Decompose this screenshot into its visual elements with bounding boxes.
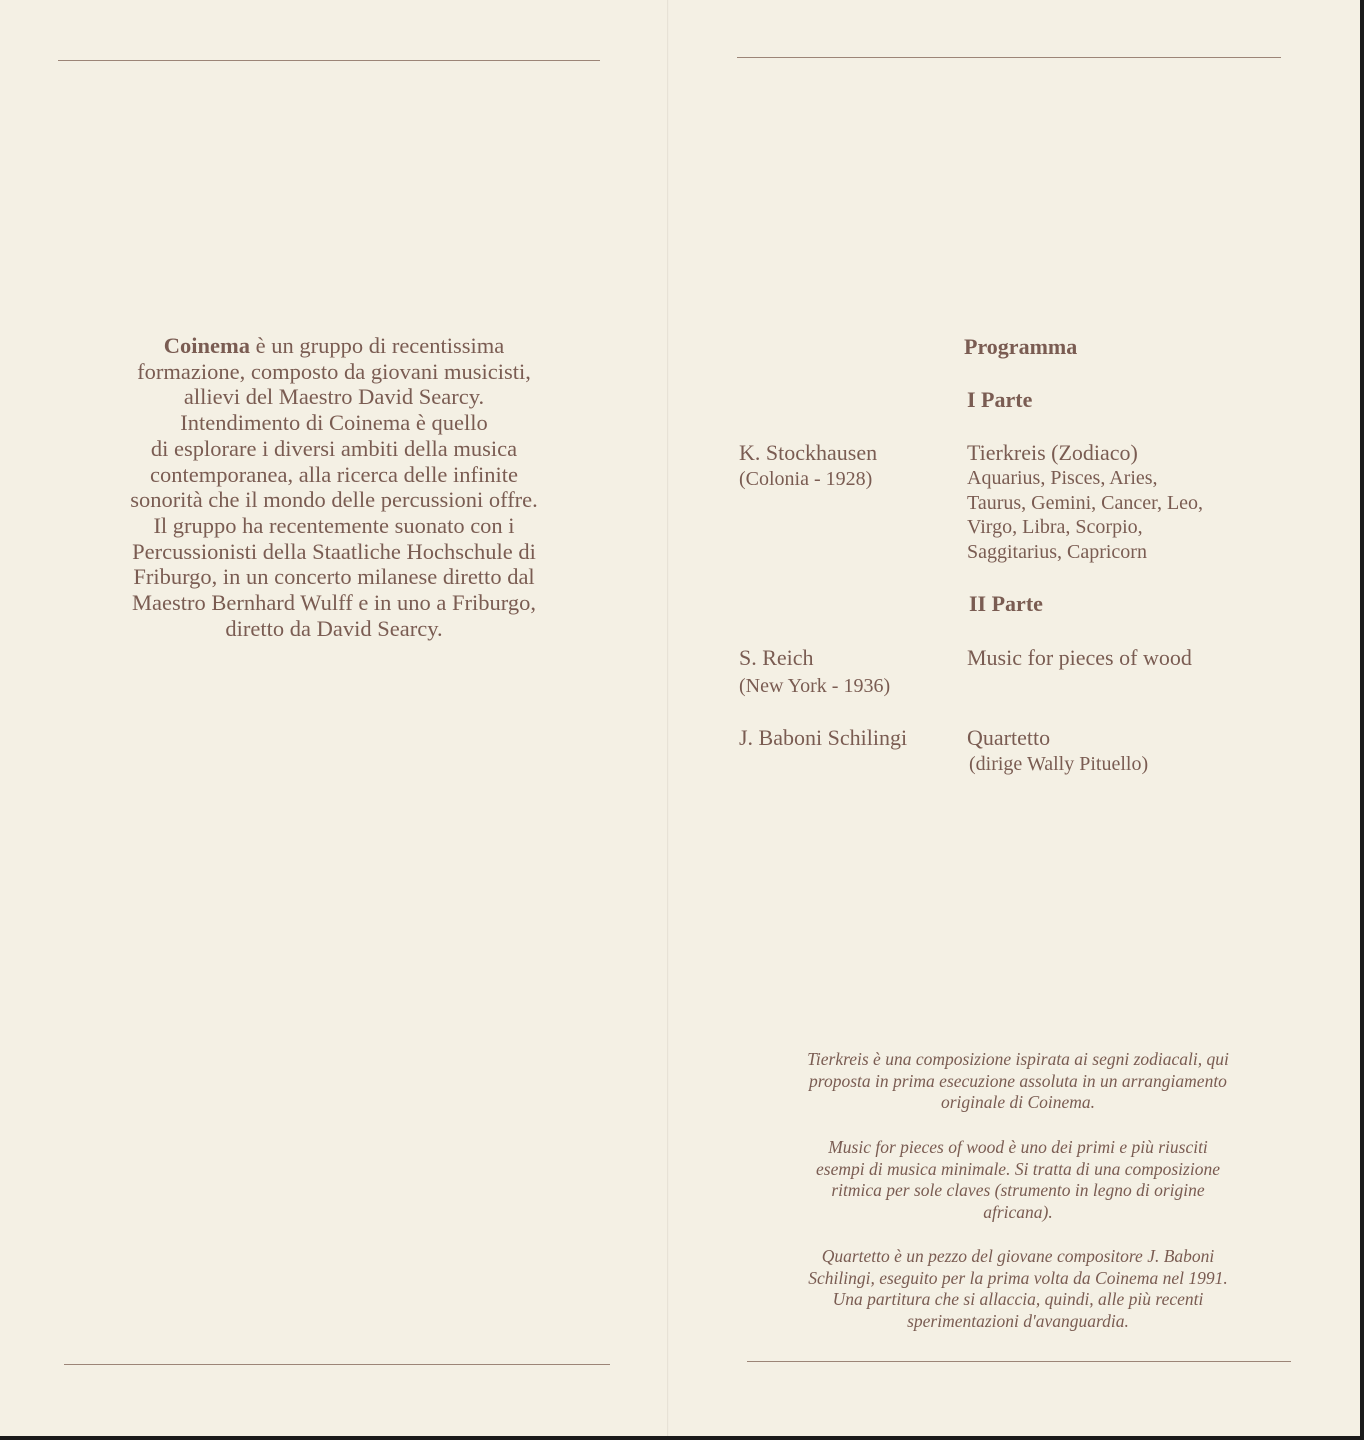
- intro-line: allievi del Maestro David Searcy.: [183, 384, 485, 410]
- intro-line: Maestro Bernhard Wulff e in uno a Friburgo,: [131, 590, 537, 616]
- note-line: Tierkreis è una composizione ispirata ai segni zodiacali, qui: [807, 1049, 1229, 1069]
- intro-line: Percussionisti della Staatliche Hochschule di: [132, 538, 536, 564]
- note-line: Schilingi, eseguito per la prima volta da Coinema nel 1991.: [808, 1267, 1228, 1288]
- note-line: ritmica per sole claves (strumento in legno di origine: [831, 1180, 1205, 1200]
- work-detail-line: Aquarius, Pisces, Aries,: [967, 467, 1158, 489]
- composer-name: J. Baboni Schilingi: [739, 725, 908, 750]
- intro-line: diretto da David Searcy.: [225, 615, 443, 641]
- bottom-left-rule: [64, 1364, 610, 1365]
- bottom-right-rule: [747, 1361, 1291, 1362]
- note-line: Quartetto è un pezzo del giovane compositore J. Baboni: [821, 1246, 1215, 1266]
- work-title: Tierkreis (Zodiaco): [967, 440, 1138, 465]
- part-one-heading: I Parte: [967, 387, 1033, 412]
- intro-line-1: [60, 333, 608, 359]
- intro-line: sonorità che il mondo delle percussioni offre.: [130, 487, 538, 513]
- work-title: Music for pieces of wood: [967, 645, 1192, 670]
- composer-note: (Colonia - 1928): [739, 468, 873, 490]
- top-right-rule: [737, 57, 1281, 58]
- program-title: Programma: [964, 334, 1078, 359]
- note-line: africana).: [983, 1201, 1053, 1222]
- work-title: Quartetto: [967, 725, 1051, 750]
- note-line: originale di Coinema.: [940, 1092, 1096, 1112]
- intro-line: di esplorare i diversi ambiti della musica: [150, 435, 518, 461]
- intro-line: Il gruppo ha recentemente suonato con i: [153, 512, 515, 538]
- intro-line: contemporanea, alla ricerca delle infinite: [150, 461, 518, 487]
- note-line: proposta in prima esecuzione assoluta in un arrangiamento: [809, 1070, 1227, 1091]
- group-name: Coinema: [163, 333, 250, 358]
- intro-line-1-text: è un gruppo di recentissima: [255, 333, 505, 358]
- intro-line: Intendimento di Coinema è quello: [180, 410, 488, 436]
- top-left-rule: [58, 60, 600, 61]
- work-note: (dirige Wally Pituello): [969, 753, 1149, 775]
- composer-name: K. Stockhausen: [739, 440, 878, 465]
- note-tierkreis: [742, 1049, 1294, 1114]
- note-music-for-pieces-of-wood: [742, 1137, 1294, 1223]
- intro-line: Friburgo, in un concerto milanese diretto dal: [133, 564, 535, 590]
- composer-name: S. Reich: [739, 645, 814, 670]
- work-detail-line: Virgo, Libra, Scorpio,: [967, 516, 1143, 538]
- intro-paragraph: [60, 333, 608, 641]
- work-detail-line: Taurus, Gemini, Cancer, Leo,: [967, 491, 1204, 514]
- composer-note: (New York - 1936): [739, 675, 891, 697]
- fold-crease: [667, 0, 669, 1436]
- note-quartetto: [742, 1246, 1294, 1332]
- note-line: sperimentazioni d'avanguardia.: [907, 1310, 1129, 1331]
- part-two-heading: II Parte: [969, 591, 1043, 616]
- intro-line: formazione, composto da giovani musicisti,: [137, 358, 531, 384]
- note-line: esempi di musica minimale. Si tratta di una composizione: [816, 1158, 1220, 1179]
- work-detail-line: Saggitarius, Capricorn: [967, 540, 1147, 563]
- note-line: Music for pieces of wood è uno dei primi e più riusciti: [828, 1137, 1208, 1157]
- work-detail: [967, 466, 1203, 564]
- note-line: Una partitura che si allaccia, quindi, alle più recenti: [832, 1289, 1204, 1309]
